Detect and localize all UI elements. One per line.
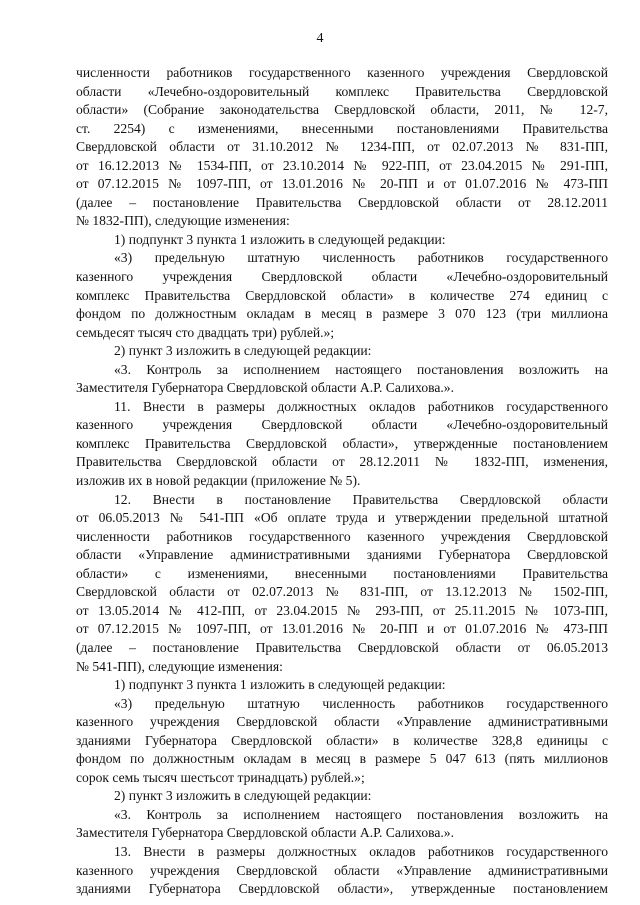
text-line: Правительства Свердловской области от 28.12.2011 № 1832-ПП, изменения, [76,454,608,470]
text-line: (далее – постановление Правительства Свердловской области от 06.05.2013 [76,639,608,655]
text-line: Заместителя Губернатора Свердловской области А.Р. Салихова.». [76,825,454,841]
text-line: комплекс Правительства Свердловской области», утвержденные постановлением [76,435,608,451]
text-line: казенного учреждения Свердловской области «Лечебно-оздоровительный [76,417,608,433]
text-line: зданиями Губернатора Свердловской области», утвержденные постановлением [76,881,608,897]
text-line: от 07.12.2015 № 1097-ПП, от 13.01.2016 № 20-ПП и от 01.07.2016 № 473-ПП [76,176,608,192]
text-line: казенного учреждения Свердловской области «Управление административными [76,714,608,730]
text-line: 12. Внести в постановление Правительства Свердловской области [114,491,608,507]
text-line: «3. Контроль за исполнением настоящего постановления возложить на [114,361,608,377]
text-line: области» (Собрание законодательства Свердловской области, 2011, № 12-7, [76,102,608,118]
text-line: № 1832-ПП), следующие изменения: [76,213,290,229]
text-line: «3) предельную штатную численность работников государственного [114,250,608,266]
text-line: от 16.12.2013 № 1534-ПП, от 23.10.2014 № 922-ПП, от 23.04.2015 № 291-ПП, [76,157,608,173]
text-line: от 13.05.2014 № 412-ПП, от 23.04.2015 № 293-ПП, от 25.11.2015 № 1073-ПП, [76,602,608,618]
text-line: Заместителя Губернатора Свердловской области А.Р. Салихова.». [76,380,454,396]
text-line: 1) подпункт 3 пункта 1 изложить в следующей редакции: [114,677,446,693]
text-line: казенного учреждения Свердловской области «Управление административными [76,862,608,878]
text-line: 13. Внести в размеры должностных окладов работников государственного [114,843,608,859]
text-line: Свердловской области от 02.07.2013 № 831-ПП, от 13.12.2013 № 1502-ПП, [76,584,608,600]
text-line: Свердловской области от 31.10.2012 № 1234-ПП, от 02.07.2013 № 831-ПП, [76,139,608,155]
text-line: области «Лечебно-оздоровительный комплекс Правительства Свердловской [76,83,608,99]
text-line: области» с изменениями, внесенными постановлениями Правительства [76,565,608,581]
text-line: семьдесят тысяч сто двадцать три) рублей.»; [76,324,335,340]
text-line: ст. 2254) с изменениями, внесенными постановлениями Правительства [76,120,608,136]
text-line: «3. Контроль за исполнением настоящего постановления возложить на [114,806,608,822]
document-body-text [76,64,608,899]
text-line: изложив их в новой редакции (приложение № 5). [76,473,361,489]
text-line: 1) подпункт 3 пункта 1 изложить в следующей редакции: [114,231,446,247]
text-line: (далее – постановление Правительства Свердловской области от 28.12.2011 [76,194,608,210]
text-line: казенного учреждения Свердловской области «Лечебно-оздоровительный [76,269,608,285]
text-line: от 06.05.2013 № 541-ПП «Об оплате труда и утверждении предельной штатной [76,510,608,526]
text-line: 11. Внести в размеры должностных окладов работников государственного [114,398,608,414]
text-line: от 07.12.2015 № 1097-ПП, от 13.01.2016 № 20-ПП и от 01.07.2016 № 473-ПП [76,621,608,637]
page-number: 4 [316,31,324,46]
text-line: комплекс Правительства Свердловской области» в количестве 274 единиц с [76,287,608,303]
text-line: сорок семь тысяч шестьсот тринадцать) рублей.»; [76,769,365,785]
text-line: фондом по должностным окладам в месяц в размере 3 070 123 (три миллиона [76,306,608,322]
text-line: зданиями Губернатора Свердловской области» в количестве 328,8 единицы с [76,732,608,748]
text-line: численности работников государственного казенного учреждения Свердловской [76,528,608,544]
text-line: области «Управление административными зданиями Губернатора Свердловской [76,547,608,563]
text-line: численности работников государственного казенного учреждения Свердловской [76,65,608,80]
text-line: № 541-ПП), следующие изменения: [76,658,283,674]
text-line: «3) предельную штатную численность работников государственного [114,695,608,711]
text-line: 2) пункт 3 изложить в следующей редакции: [114,788,372,804]
text-line: 2) пункт 3 изложить в следующей редакции: [114,343,372,359]
text-line: фондом по должностным окладам в месяц в размере 5 047 613 (пять миллионов [76,751,608,767]
